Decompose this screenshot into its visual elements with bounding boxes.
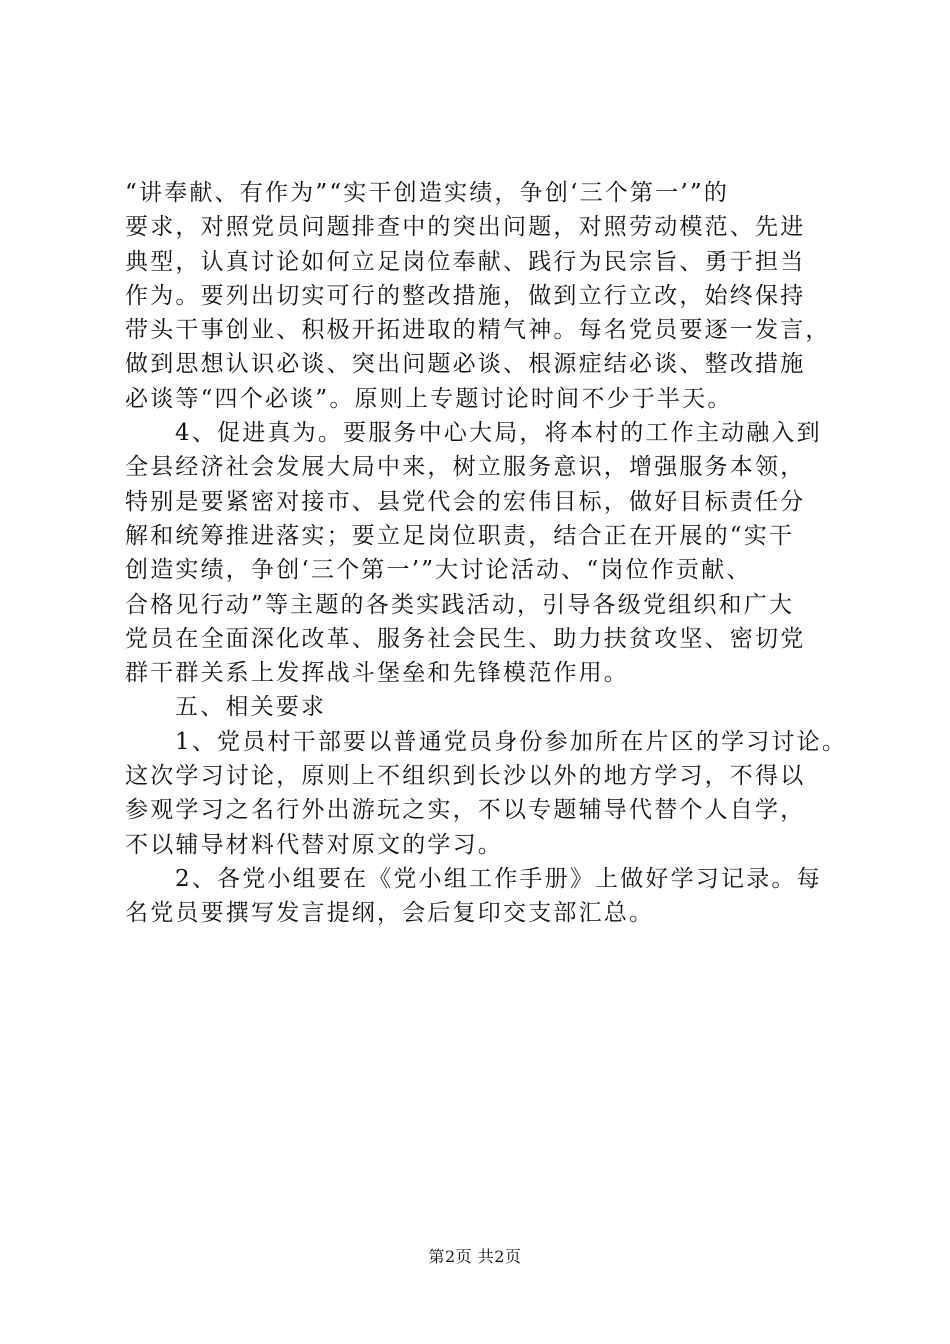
text-line: 党员在全面深化改革、服务社会民生、助力扶贫攻坚、密切党 [125, 625, 806, 652]
text-line: 群干群关系上发挥战斗堡垒和先锋模范作用。 [125, 660, 629, 687]
text-line: 不以辅导材料代替对原文的学习。 [125, 831, 503, 858]
text-line: 必谈等“四个必谈”。原则上专题讨论时间不少于半天。 [125, 385, 733, 412]
page-footer: 第2页 共2页 [428, 1247, 522, 1266]
text-line: 2、各党小组要在《党小组工作手册》上做好学习记录。每 [175, 865, 822, 892]
text-line: 要求，对照党员问题排查中的突出问题，对照劳动模范、先进 [125, 214, 806, 241]
text-line: 名党员要撰写发言提纲，会后复印交支部汇总。 [125, 900, 655, 927]
text-line: 带头干事创业、积极开拓进取的精气神。每名党员要逐一发言， [125, 317, 831, 344]
text-line: 全县经济社会发展大局中来，树立服务意识，增强服务本领， [125, 454, 806, 481]
text-line: 典型，认真讨论如何立足岗位奉献、践行为民宗旨、勇于担当 [125, 248, 806, 275]
document-body [125, 176, 855, 931]
text-line: 合格见行动”等主题的各类实践活动，引导各级党组织和广大 [125, 591, 795, 618]
text-line: 这次学习讨论，原则上不组织到长沙以外的地方学习，不得以 [125, 763, 806, 790]
text-line: 4、促进真为。要服务中心大局，将本村的工作主动融入到 [175, 420, 822, 447]
text-line: “讲奉献、有作为”“实干创造实绩，争创‘三个第一’”的 [125, 180, 730, 206]
text-line: 作为。要列出切实可行的整改措施，做到立行立改，始终保持 [125, 282, 806, 309]
text-line: 做到思想认识必谈、突出问题必谈、根源症结必谈、整改措施 [125, 351, 806, 378]
text-line: 解和统筹推进落实；要立足岗位职责，结合正在开展的“实干 [125, 522, 795, 549]
text-line: 特别是要紧密对接市、县党代会的宏伟目标，做好目标责任分 [125, 488, 806, 515]
text-line: 参观学习之名行外出游玩之实，不以专题辅导代替个人自学， [125, 797, 806, 824]
text-line: 创造实绩，争创‘三个第一’”大讨论活动、“岗位作贡献、 [125, 557, 752, 584]
text-line: 五、相关要求 [175, 694, 327, 721]
text-line: 1、党员村干部要以普通党员身份参加所在片区的学习讨论。 [175, 728, 848, 755]
